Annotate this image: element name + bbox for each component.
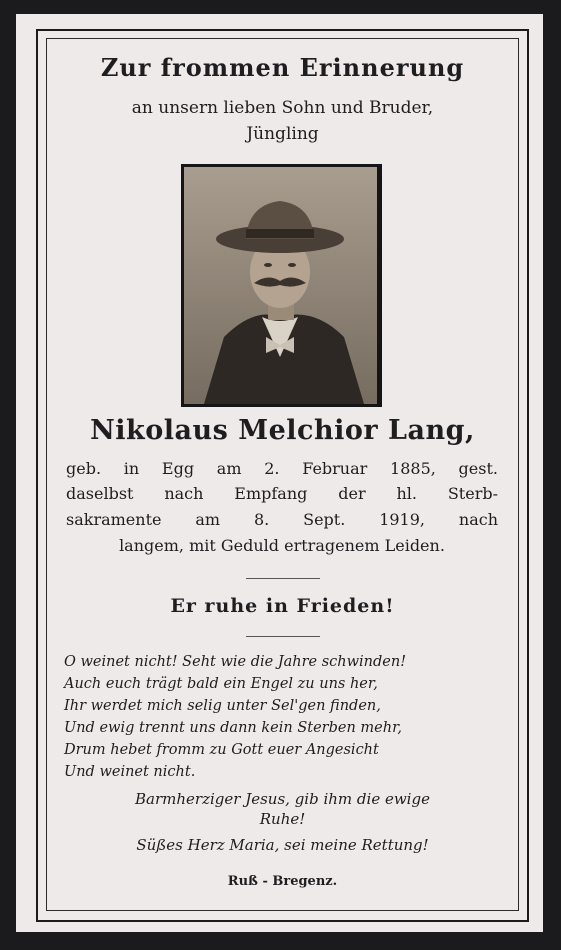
biography-line: geb. in Egg am 2. Februar 1885, gest. bbox=[66, 459, 498, 478]
poem-line: Und ewig trennt uns dann kein Sterben mehr, bbox=[64, 720, 403, 736]
portrait-image bbox=[184, 167, 377, 404]
deceased-name: Nikolaus Melchior Lang, bbox=[90, 415, 475, 446]
poem-line: Drum hebet fromm zu Gott euer Angesicht bbox=[64, 742, 379, 758]
memorial-heading: Zur frommen Erinnerung bbox=[100, 53, 465, 82]
poem-line: Auch euch trägt bald ein Engel zu uns her, bbox=[64, 676, 378, 692]
poem-line: Ihr werdet mich selig unter Sel'gen finden, bbox=[64, 698, 381, 714]
poem-line: O weinet nicht! Seht wie die Jahre schwinden! bbox=[64, 654, 407, 670]
divider-top bbox=[246, 578, 320, 579]
poem-line: Und weinet nicht. bbox=[64, 764, 196, 780]
portrait-photo bbox=[184, 167, 377, 404]
dedication-line: an unsern lieben Sohn und Bruder, bbox=[131, 98, 434, 118]
rest-in-peace-text: Er ruhe in Frieden! bbox=[170, 595, 395, 617]
prayer-line: Barmherziger Jesus, gib ihm die ewige bbox=[135, 790, 430, 808]
biography-line: langem, mit Geduld ertragenem Leiden. bbox=[119, 536, 445, 555]
prayer-line: Süßes Herz Maria, sei meine Rettung! bbox=[136, 836, 429, 854]
prayer-line: Ruhe! bbox=[259, 810, 306, 828]
printer-imprint: Ruß - Bregenz. bbox=[227, 874, 338, 889]
biography-line: daselbst nach Empfang der hl. Sterb- bbox=[66, 484, 498, 503]
dedication-title: Jüngling bbox=[246, 124, 319, 144]
divider-bottom bbox=[246, 636, 320, 637]
biography-line: sakramente am 8. Sept. 1919, nach bbox=[66, 510, 498, 529]
